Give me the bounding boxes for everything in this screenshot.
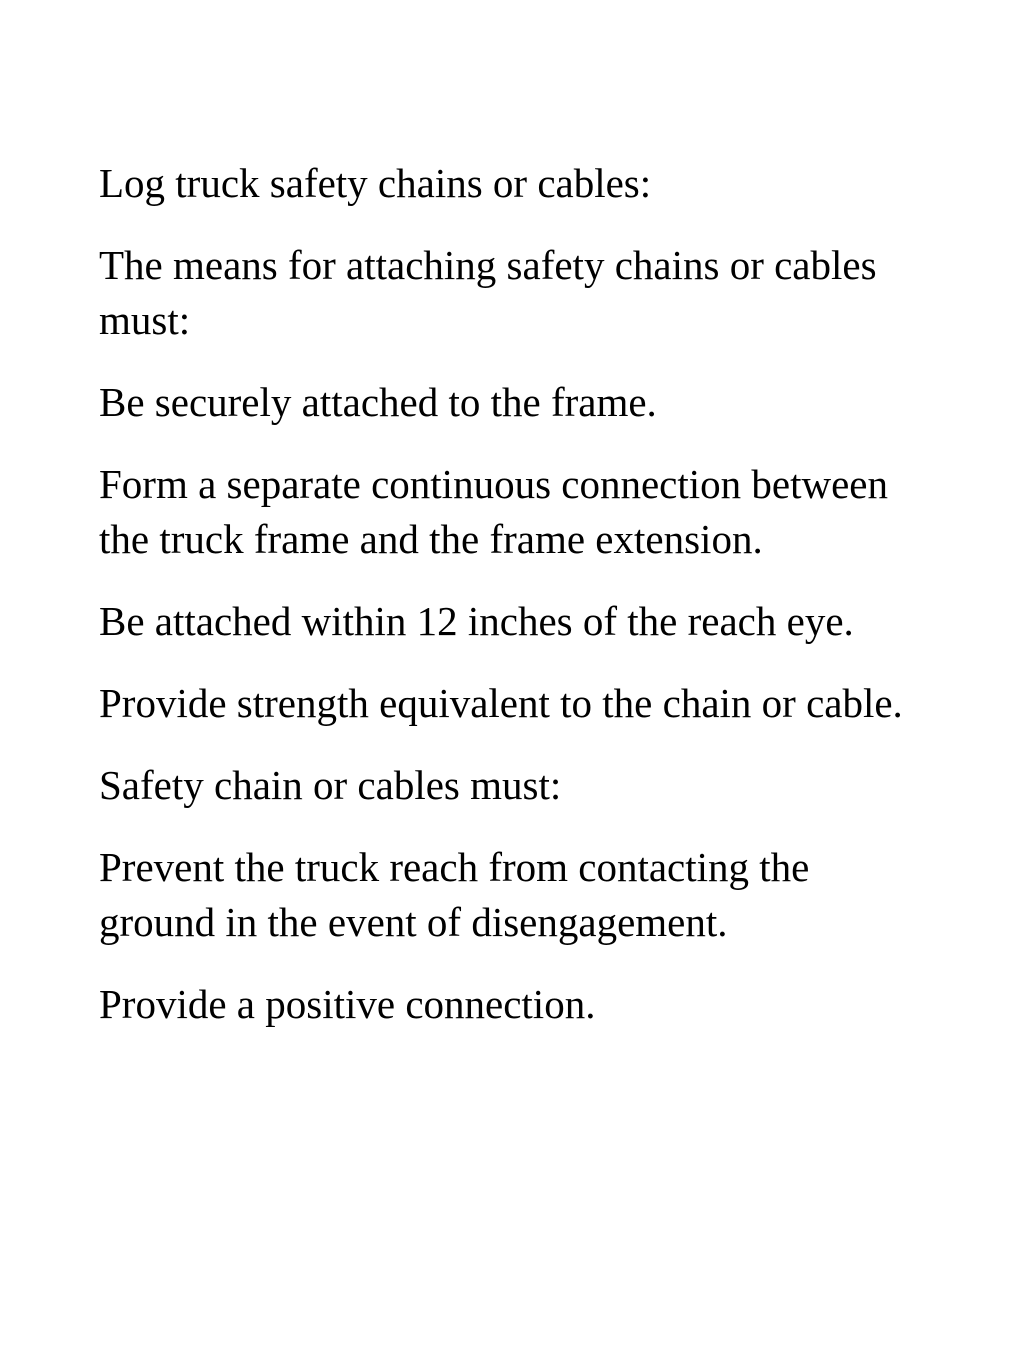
document-body: [99, 156, 909, 1059]
section-heading-safety-chains: Log truck safety chains or cables:: [99, 160, 652, 206]
requirement-equivalent-strength: Provide strength equivalent to the chain or cable.: [99, 680, 903, 726]
requirement-positive-connection: Provide a positive connection.: [99, 981, 596, 1027]
requirement-within-12-inches: Be attached within 12 inches of the reach eye.: [99, 598, 854, 644]
requirement-continuous-connection: Form a separate continuous connection between the truck frame and the frame extension.: [99, 461, 888, 562]
requirement-securely-attached: Be securely attached to the frame.: [99, 379, 657, 425]
requirement-prevent-ground-contact: Prevent the truck reach from contacting the ground in the event of disengagement.: [99, 844, 810, 945]
attachment-requirements-intro: The means for attaching safety chains or cables must:: [99, 242, 877, 343]
chain-requirements-intro: Safety chain or cables must:: [99, 762, 562, 808]
